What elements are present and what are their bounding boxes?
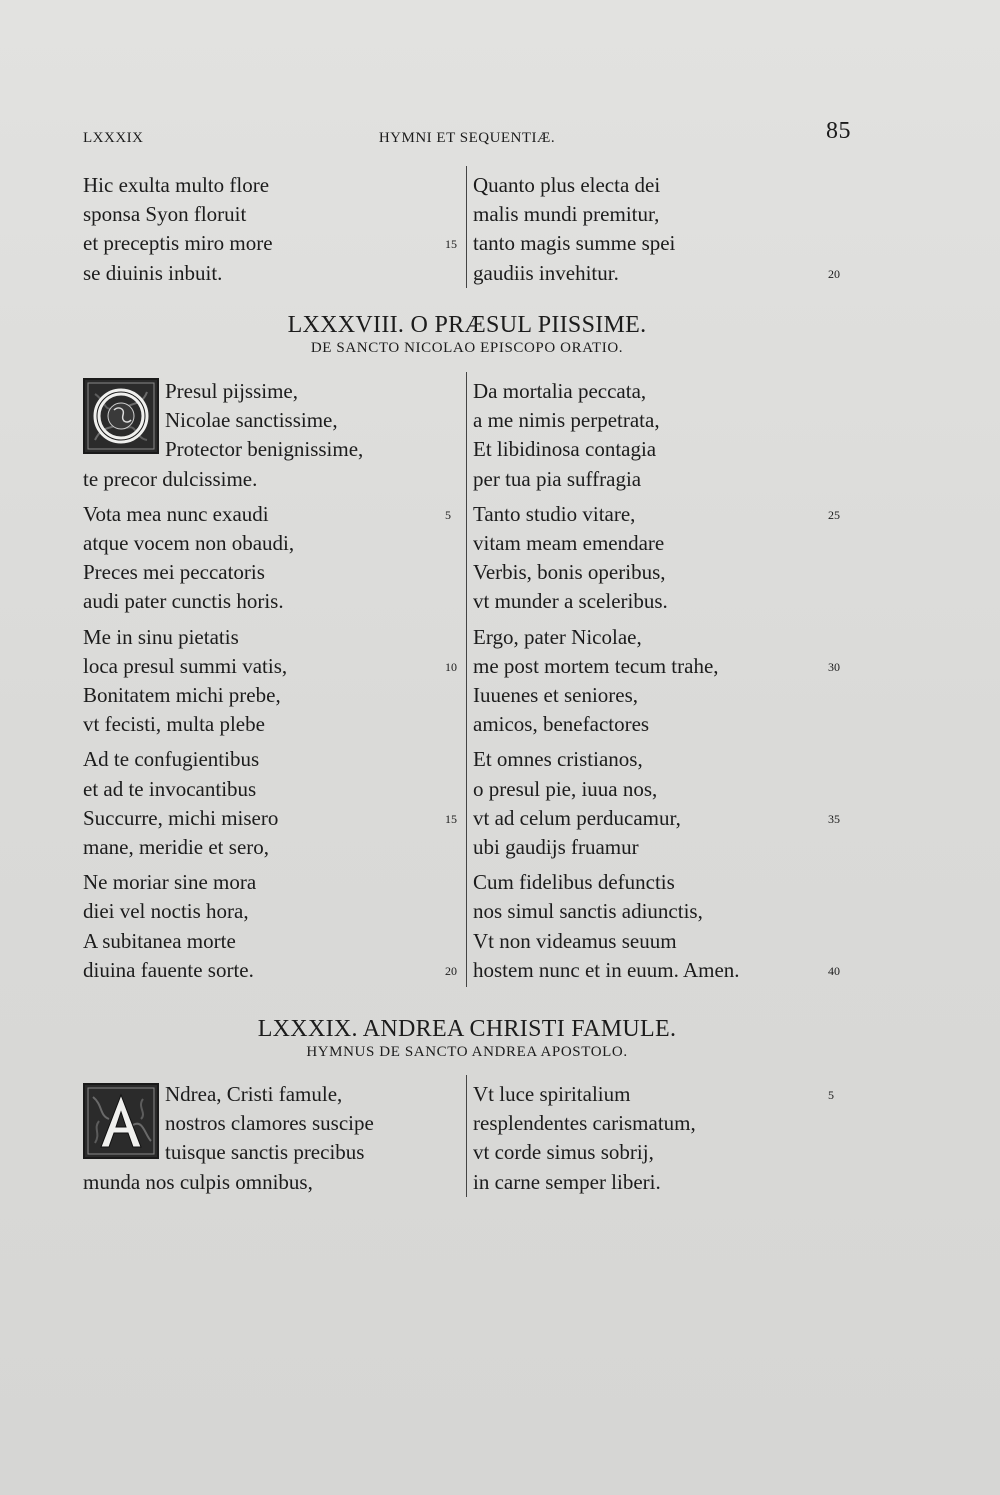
line-number: 30: [828, 659, 840, 674]
verse-line: Hic exulta multo flore: [83, 173, 270, 197]
verse-line: Nicolae sanctissime,: [165, 408, 338, 433]
verse-line: hostem nunc et in euum. Amen.: [473, 957, 740, 982]
verse-line: Presul pijssime,: [165, 379, 299, 403]
line-number: 35: [828, 811, 840, 826]
hymn-subtitle: DE SANCTO NICOLAO EPISCOPO ORATIO.: [310, 340, 624, 356]
verse-line: Ergo, pater Nicolae,: [473, 624, 642, 649]
verse-line: Bonitatem michi prebe,: [83, 683, 281, 707]
verse-line: et preceptis miro more: [83, 231, 273, 256]
verse-line: et ad te invocantibus: [83, 776, 257, 801]
line-number: 15: [445, 237, 457, 252]
verse-line: tanto magis summe spei: [473, 231, 676, 256]
verse-line: a me nimis perpetrata,: [473, 408, 660, 433]
verse-line: diuina fauente sorte.: [83, 957, 254, 982]
verse-line: vt ad celum perducamur,: [473, 805, 681, 830]
verse-line: Me in sinu pietatis: [83, 624, 239, 649]
verse-line: Iuuenes et seniores,: [473, 683, 639, 707]
verse-line: tuisque sanctis precibus: [165, 1140, 365, 1165]
verse-line: Ndrea, Cristi famule,: [165, 1082, 343, 1106]
verse-line: me post mortem tecum trahe,: [473, 653, 719, 678]
verse-line: Ne moriar sine mora: [83, 870, 257, 895]
verse-line: vt fecisti, multa plebe: [83, 712, 265, 737]
verse-line: Et omnes cristianos,: [473, 747, 643, 772]
running-title: HYMNI ET SEQUENTIÆ.: [378, 130, 556, 146]
verse-line: malis mundi premitur,: [473, 202, 660, 227]
hymn-89: [83, 1016, 851, 1061]
running-head: [83, 118, 851, 158]
verse-line: gaudiis invehitur.: [473, 260, 619, 285]
verse-line: Vt non videamus seuum: [473, 928, 677, 953]
column-divider: [466, 1075, 467, 1197]
verse-line: atque vocem non obaudi,: [83, 531, 295, 555]
verse-line: Cum fidelibus defunctis: [473, 870, 675, 895]
line-number: 5: [828, 1088, 834, 1102]
verse-line: Quanto plus electa dei: [473, 173, 661, 197]
verse-line: ubi gaudijs fruamur: [473, 835, 639, 859]
verse-line: Da mortalia peccata,: [473, 379, 647, 403]
verse-line: Protector benignissime,: [165, 437, 364, 462]
column-divider: [466, 372, 467, 987]
verse-line: o presul pie, iuua nos,: [473, 776, 658, 801]
hymn-subtitle: HYMNUS DE SANCTO ANDREA APOSTOLO.: [306, 1044, 628, 1060]
hymn-title: LXXXVIII. O PRÆSUL PIISSIME.: [287, 312, 647, 338]
section-number: LXXXIX: [83, 130, 144, 146]
verse-line: vt corde simus sobrij,: [473, 1140, 654, 1165]
line-number: 5: [445, 507, 451, 522]
verse-line: te precor dulcissime.: [83, 466, 258, 491]
verse-line: sponsa Syon floruit: [83, 202, 247, 227]
verse-line: Preces mei peccatoris: [83, 560, 265, 585]
verse-line: Succurre, michi misero: [83, 805, 279, 830]
page-number: 85: [826, 118, 851, 144]
verse-line: amicos, benefactores: [473, 712, 650, 737]
verse-line: se diuinis inbuit.: [83, 260, 223, 285]
hymn-title: LXXXIX. ANDREA CHRISTI FAMULE.: [257, 1016, 677, 1042]
continuation-stanzas: [83, 166, 851, 290]
verse-line: loca presul summi vatis,: [83, 653, 288, 678]
verse-line: diei vel noctis hora,: [83, 899, 249, 924]
dropcap-a-ornament: [83, 1083, 159, 1159]
verse-line: Ad te confugientibus: [83, 747, 260, 772]
dropcap-o-ornament: [83, 378, 159, 454]
verse-line: munda nos culpis omnibus,: [83, 1169, 313, 1194]
hymn-88: [83, 312, 851, 357]
verse-line: resplendentes carismatum,: [473, 1111, 696, 1136]
column-divider: [466, 166, 467, 288]
hymn-88-verses: [83, 372, 851, 992]
line-number: 25: [828, 507, 840, 522]
line-number: 20: [445, 963, 457, 978]
verse-line: nostros clamores suscipe: [165, 1111, 374, 1136]
verse-line: Verbis, bonis operibus,: [473, 560, 666, 585]
verse-line: Vota mea nunc exaudi: [83, 501, 269, 526]
line-number: 15: [445, 811, 457, 826]
hymn-89-verses: [83, 1075, 851, 1200]
line-number: 40: [828, 963, 840, 978]
line-number: 10: [445, 659, 457, 674]
verse-line: mane, meridie et sero,: [83, 835, 270, 859]
verse-line: vt munder a sceleribus.: [473, 589, 668, 614]
verse-line: in carne semper liberi.: [473, 1169, 661, 1194]
verse-line: nos simul sanctis adiunctis,: [473, 899, 703, 924]
verse-line: audi pater cunctis horis.: [83, 589, 284, 614]
verse-line: A subitanea morte: [83, 928, 236, 953]
verse-line: per tua pia suffragia: [473, 466, 642, 491]
verse-line: vitam meam emendare: [473, 531, 665, 555]
verse-line: Tanto studio vitare,: [473, 501, 636, 526]
verse-line: Et libidinosa contagia: [473, 437, 657, 462]
verse-line: Vt luce spiritalium: [473, 1082, 631, 1106]
line-number: 20: [828, 266, 840, 281]
